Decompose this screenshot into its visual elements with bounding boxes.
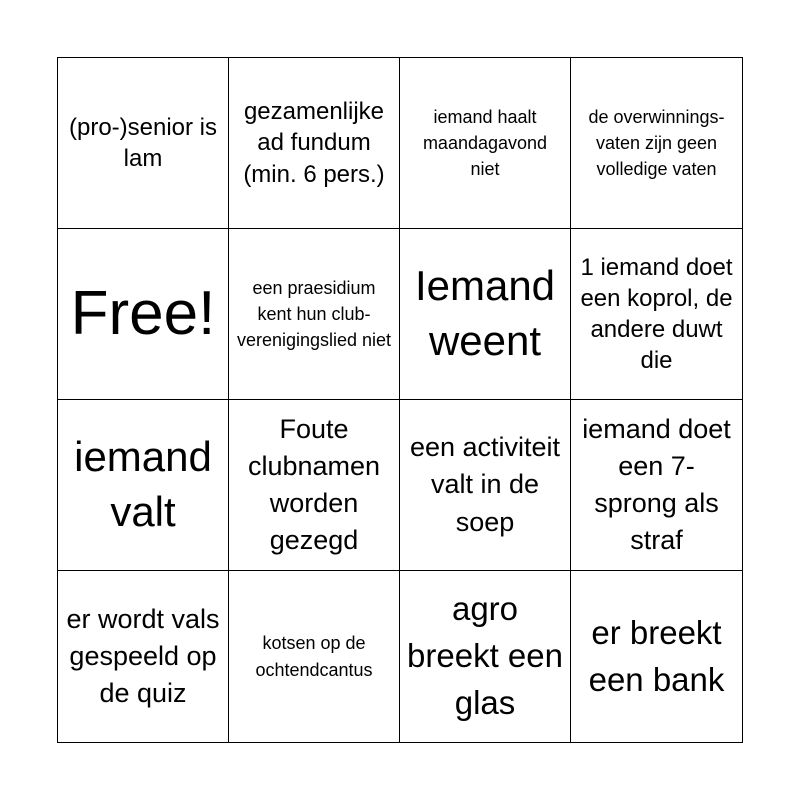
bingo-cell-text: gezamenlijke ad fundum (min. 6 pers.) (243, 98, 385, 188)
bingo-cell-text: 1 iemand doet een koprol, de andere duwt die (580, 253, 733, 375)
bingo-cell[interactable] (571, 229, 742, 400)
bingo-cell[interactable] (571, 571, 742, 742)
bingo-cell-text: iemand valt (74, 433, 212, 535)
bingo-cell[interactable] (400, 229, 571, 400)
bingo-cell-text: een activiteit valt in de soep (409, 432, 561, 537)
bingo-cell[interactable] (229, 229, 400, 400)
bingo-cell[interactable] (229, 571, 400, 742)
bingo-cell-text: iemand haalt maandagavond niet (422, 106, 548, 180)
bingo-board (57, 57, 743, 743)
bingo-cell-free[interactable] (58, 229, 229, 400)
bingo-cell-text: Free! (70, 278, 216, 348)
bingo-cell[interactable] (58, 571, 229, 742)
bingo-cell-text: Foute clubnamen worden gezegd (247, 413, 381, 556)
bingo-cell[interactable] (58, 58, 229, 229)
bingo-cell-text: iemand doet een 7-sprong als straf (582, 413, 731, 556)
bingo-cell-text: er breekt een bank (588, 613, 725, 698)
bingo-cell[interactable] (58, 400, 229, 571)
bingo-cell[interactable] (571, 400, 742, 571)
bingo-cell[interactable] (400, 571, 571, 742)
bingo-cell[interactable] (400, 400, 571, 571)
bingo-cell[interactable] (229, 58, 400, 229)
bingo-cell[interactable] (400, 58, 571, 229)
bingo-cell-text: een praesidium kent hun club-verenigingslied niet (236, 277, 392, 351)
bingo-cell-text: agro breekt een glas (407, 590, 563, 721)
bingo-cell[interactable] (571, 58, 742, 229)
bingo-cell-text: kotsen op de ochtendcantus (255, 633, 373, 680)
bingo-cell-text: de overwinnings-vaten zijn geen volledige vaten (588, 106, 725, 180)
bingo-cell-text: Iemand weent (414, 262, 556, 364)
bingo-cell-text: er wordt vals gespeeld op de quiz (66, 603, 220, 709)
bingo-cell-text: (pro-)senior is lam (68, 113, 218, 172)
bingo-cell[interactable] (229, 400, 400, 571)
